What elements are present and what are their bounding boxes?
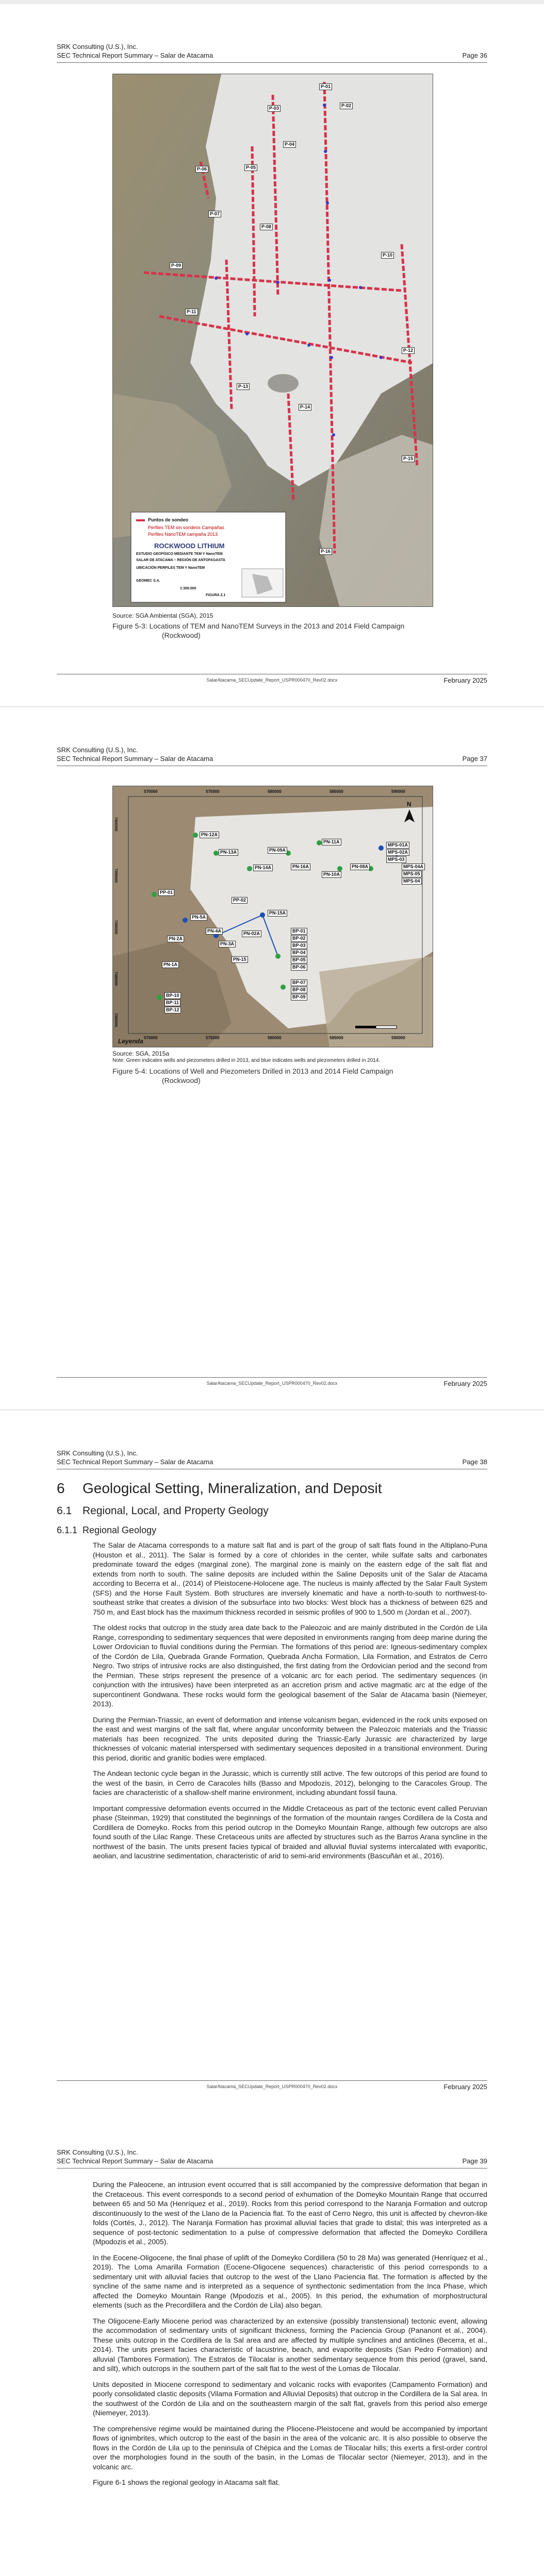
- x-tick-label: 570000: [144, 789, 158, 794]
- page-footer: [57, 1377, 487, 1389]
- section-heading-6-1: 6.1 Regional, Local, and Property Geology: [57, 1505, 269, 1517]
- well-label: BP-07: [291, 979, 307, 986]
- well-label: PN-15: [232, 956, 248, 963]
- well-label: PN-3A: [219, 941, 236, 947]
- profile-label: P-15: [402, 455, 415, 462]
- footer-file: SalarAtacama_SECUpdate_Report_USPR000470_Rev02.docx: [206, 2084, 338, 2089]
- page-number: Page 38: [462, 1458, 487, 1466]
- well-label: BP-12: [164, 1007, 181, 1013]
- well-location-map: [113, 786, 433, 1047]
- caption-line: (Rockwood): [162, 1076, 201, 1084]
- well-label: BP-10: [164, 992, 181, 999]
- regional-geology-text: [93, 1540, 487, 1867]
- figure-5-4-map: [112, 786, 433, 1047]
- x-tick-label: 580000: [268, 1036, 282, 1040]
- company-name: SRK Consulting (U.S.), Inc.: [57, 1449, 138, 1457]
- legend-code: GEOMEC S.A.: [136, 579, 160, 583]
- regional-geology-text-continued: [93, 2180, 487, 2494]
- well-label: MPS-02A: [386, 849, 409, 856]
- well-label: BP-08: [291, 987, 307, 993]
- well-label: BP-02: [291, 935, 307, 942]
- scale-bar: [355, 1026, 397, 1028]
- well-label: BP-05: [291, 957, 307, 963]
- well-label: PN-5A: [190, 914, 207, 921]
- legend-area: SALAR DE ATACAMA – REGIÓN DE ANTOFAGASTA: [136, 558, 225, 562]
- figure-5-4-source: Source: SGA, 2015a: [112, 1050, 170, 1057]
- well-label: MPS-04A: [402, 863, 425, 870]
- well-label: PN-1A: [162, 961, 179, 968]
- page-37: [0, 707, 544, 1409]
- profile-label: P-08: [260, 224, 273, 230]
- y-tick-label: 7390000: [114, 920, 118, 935]
- page-number: Page 37: [462, 755, 487, 762]
- well-marker: [260, 912, 265, 918]
- page-number: Page 39: [462, 2157, 487, 2165]
- x-tick-label: 575000: [206, 1036, 220, 1040]
- x-tick-label: 570000: [144, 1036, 158, 1040]
- profile-label: P-04: [283, 141, 296, 148]
- paragraph: During the Permian-Triassic, an event of deformation and intense volcanism began, evidenced in the rock units exposed on the east and west margins of the salt flat, where angular unconformity between the Paleozoic materials and the Triassic materials has been recognized. The units deposited during the Triassic-Early Jurassic are characterized by large thicknesses of volcanic material interspersed with sedimentary sequences deposited in a transitional environment. During this period, dioritic and granitic bodies were emplaced.: [93, 1715, 487, 1762]
- legend-item-tem: Perfiles TEM sin sondeos Campañas: [148, 525, 224, 530]
- paragraph: The Andean tectonic cycle began in the Jurassic, which is currently still active. The few outcrops of this period are found to the west of the basin, in Cerro de Caracoles hills (Basso and Mpodozis, 2012), belonging to the Caracoles Group. The facies are characteristic of a shallow-shelf marine environment, including abundant fossil fauna.: [93, 1769, 487, 1797]
- well-marker: [378, 845, 384, 851]
- page-header: [57, 42, 487, 63]
- well-marker: [247, 866, 252, 871]
- caption-line: Figure 5-4: Locations of Well and Piezometers Drilled in 2013 and 2014 Field Campaign: [112, 1067, 393, 1075]
- report-title: SEC Technical Report Summary – Salar de Atacama: [57, 2157, 213, 2165]
- well-label: PN-09A: [268, 847, 287, 854]
- well-label: PP-02: [232, 897, 248, 904]
- y-tick-label: 7380000: [114, 1013, 118, 1027]
- company-name: SRK Consulting (U.S.), Inc.: [57, 43, 138, 50]
- well-label: PN-15A: [268, 910, 287, 917]
- x-tick-label: 585000: [329, 1036, 343, 1040]
- well-label: PN-02A: [242, 930, 261, 937]
- profile-label: P-01: [319, 83, 332, 90]
- profile-label: P-09: [170, 262, 183, 269]
- well-marker: [183, 918, 188, 923]
- paragraph: The comprehensive regime would be maintained during the Pliocene-Pleistocene and would be accompanied by important flows of ignimbrites, which outcrop to the east of the basin in the area of the volcanic arc. It is also possible to observe the flows in the Cordón de Lila up to the peninsula of Chépica and the Lomas de Tilocalar hills; this exerts a first-order control over the morphologies found in the south of the basin, in the Lomas de Tilocalar sector (Niemeyer, 2013), and in the volcanic arc.: [93, 2424, 487, 2471]
- salar-lagoon: [268, 374, 299, 393]
- well-label: BP-06: [291, 964, 307, 971]
- profile-label: P-05: [244, 164, 257, 171]
- figure-5-3-caption: [112, 621, 473, 640]
- x-tick-label: 585000: [329, 789, 343, 794]
- profile-label: P-11: [185, 309, 198, 315]
- legend-sheet: FIGURA 2.1: [206, 594, 226, 597]
- profile-label: P-07: [208, 211, 221, 217]
- well-label: BP-03: [291, 942, 307, 949]
- well-label: MPS-04: [402, 878, 422, 885]
- well-marker: [337, 866, 342, 871]
- report-title: SEC Technical Report Summary – Salar de Atacama: [57, 52, 213, 59]
- well-label: MPS-05: [402, 871, 422, 877]
- page-header: [57, 2148, 487, 2168]
- well-marker: [281, 985, 286, 990]
- well-label: PN-08A: [350, 863, 370, 870]
- paragraph: During the Paleocene, an intrusion event occurred that is still accompanied by the compressive deformation that began in the Cretaceous. This event corresponds to a second period of exhumation of the Domeyko Mountain Range that occurred between 65 and 50 Ma (Henríquez et al., 2019). Rocks from this period correspond to the Naranja Formation and outcrop discontinuously to the west of the Llano de la Paciencia flat. To the east of Cerro Negro, this unit is affected by chevron-like folds (Cortés, J., 2012). The Naranja Formation has proximal alluvial facies that grade to distal; this was interpreted as a sequence of post-tectonic sedimentation to a pulse of compressive deformation that affected the Domeyko Cordillera (Mpodozis et al., 2005).: [93, 2180, 487, 2246]
- page-39: [0, 2110, 544, 2576]
- well-label: PP-01: [158, 889, 174, 896]
- well-label: MPS-01A: [386, 842, 409, 849]
- x-tick-label: 590000: [391, 1036, 405, 1040]
- profile-label: P-16: [319, 548, 332, 555]
- report-title: SEC Technical Report Summary – Salar de Atacama: [57, 755, 213, 762]
- legend-company: ROCKWOOD LITHIUM: [154, 542, 225, 550]
- x-tick-label: 580000: [268, 789, 282, 794]
- page-header: [57, 1449, 487, 1469]
- well-label: PN-16A: [291, 863, 310, 870]
- y-tick-label: 7400000: [114, 817, 118, 832]
- section-heading-6-1-1: 6.1.1 Regional Geology: [57, 1525, 157, 1535]
- well-label: BP-11: [164, 999, 180, 1006]
- paragraph: Figure 6-1 shows the regional geology in Atacama salt flat.: [93, 2478, 280, 2486]
- y-tick-label: 7395000: [114, 869, 118, 883]
- legend-title: Leyenda: [118, 1038, 143, 1045]
- legend-scale: 1:300.000: [180, 587, 196, 590]
- legend-item-nanotem: Perfiles NanoTEM campaña 2013: [148, 532, 218, 537]
- legend-item-points: Puntos de sondeo: [148, 517, 189, 522]
- well-marker: [275, 954, 281, 959]
- page-38: [0, 1411, 544, 2112]
- paragraph: Units deposited in Miocene correspond to sedimentary and volcanic rocks with evaporites (Campamento Formation) and poorly consolidated clastic deposits (Vilama Formation and Alluvial Deposits) that outcrop in the Cordillera de la Sal area. In the southwest of the Cordón de Lila and on the southeastern margin of the salt flat, gravels from this period also emerge (Niemeyer, 2013).: [93, 2380, 487, 2417]
- footer-date: February 2025: [443, 676, 487, 684]
- profile-label: P-10: [381, 252, 394, 259]
- well-label: PN-14A: [253, 865, 273, 871]
- profile-label: P-02: [340, 103, 353, 109]
- page-footer: [57, 674, 487, 686]
- well-label: BP-04: [291, 950, 307, 956]
- company-name: SRK Consulting (U.S.), Inc.: [57, 2148, 138, 2156]
- paragraph: In the Eocene-Oligocene, the final phase of uplift of the Domeyko Cordillera (50 to 28 Ma) was generated (Henríquez et al., 2019). The Loma Amarilla Formation (Eocene-Oligocene sequences) characteristic of this period corresponds to a sedimentary unit with alluvial facies that outcrop to the west of the Llano Paciencia flat. The formation is affected by the syncline of the same name and is interpreted as a sequence of synthectonic sedimentation from the Inca Phase, which affected the Domeyko Mountain Range (Mpodozis et al., 2005). In this period, the exhumation of morphostructural elements (such as the Precordillera and the Cordón de Lila) also began.: [93, 2253, 487, 2309]
- paragraph: The Salar de Atacama corresponds to a mature salt flat and is part of the group of salt flats found in the Altiplano-Puna (Houston et al., 2011). The Salar is formed by a core of chlorides in the center, while sulfate salts and carbonates predominate toward the edges (marginal zone). The marginal zone is mainly on the eastern edge of the salt flat and extends from north to south. The saline deposits are included within the Saline Deposits unit of the Salar de Atacama according to Becerra et al., (2014) of Pleistocene-Holocene age. The nucleus is mainly affected by the Salar Fault System (SFS) and the Horse Fault System. Both structures are inversely kinematic and have a north-to-south to northwest-to-southeast strike that creates a division of the subsurface into two blocks: West block has a thickness of between 625 and 750 m, and East block has the maximum thickness recorded in seismic profiles of 900 to 1,500 m (Jordan et al., 2007).: [93, 1541, 487, 1616]
- well-label: PN-13A: [219, 849, 238, 856]
- well-marker: [157, 995, 162, 1000]
- profile-label: P-03: [268, 105, 281, 112]
- well-marker: [193, 833, 198, 838]
- page-36: [0, 4, 544, 706]
- page-footer: [57, 2080, 487, 2093]
- well-label: BP-01: [291, 928, 307, 935]
- x-tick-label: 590000: [391, 789, 405, 794]
- paragraph: Important compressive deformation events occurred in the Middle Cretaceous as part of the tectonic event called Peruvian phase (Steinman, 1929) that constituted the beginnings of the formation of the mountain ranges Cordillera de la Costa and Cordillera de Domeyko. Rocks from this period outcrop in the Domeyko Mountain Range, although few outcrops are also found south of the Lilac Range. These Cretaceous units are affected by structures such as the Barros Arana syncline in the northwest of the basin. The units present facies typical of braided and alluvial fluvial systems intercalated with evaporitic, aeolian, and lacustrine sedimentation, characteristic of arid to semi-arid environments (Bascuñán et al., 2016).: [93, 1804, 487, 1860]
- well-marker: [213, 851, 219, 856]
- report-title: SEC Technical Report Summary – Salar de Atacama: [57, 1458, 213, 1466]
- profile-label: P-06: [195, 166, 208, 173]
- north-label: N: [407, 801, 411, 808]
- well-marker: [152, 892, 157, 897]
- legend-plate: UBICACIÓN PERFILES TEM Y NanoTEM: [136, 566, 205, 570]
- page-number: Page 36: [462, 52, 487, 59]
- well-marker: [317, 840, 322, 845]
- legend-study: ESTUDIO GEOFÍSICO MEDIANTE TEM Y NanoTEM: [136, 552, 223, 556]
- company-name: SRK Consulting (U.S.), Inc.: [57, 746, 138, 754]
- well-label: PN-4A: [206, 928, 223, 935]
- well-label: PN-12A: [200, 832, 219, 838]
- profile-label: P-14: [299, 404, 311, 411]
- profile-label: P-13: [237, 383, 250, 390]
- figure-5-3-source: Source: SGA Ambiental (SGA), 2015: [112, 612, 213, 619]
- figure-5-3-map: [112, 74, 433, 607]
- footer-date: February 2025: [443, 2083, 487, 2091]
- profile-label: P-12: [402, 347, 415, 354]
- footer-date: February 2025: [443, 1380, 487, 1387]
- well-label: PN-10A: [322, 871, 341, 878]
- well-label: MPS-03: [386, 856, 406, 863]
- y-tick-label: 7385000: [114, 972, 118, 986]
- figure-5-4-caption: [112, 1066, 473, 1085]
- section-heading-6: 6 Geological Setting, Mineralization, and Deposit: [57, 1480, 382, 1496]
- x-tick-label: 575000: [206, 789, 220, 794]
- caption-line: Figure 5-3: Locations of TEM and NanoTEM Surveys in the 2013 and 2014 Field Campaign: [112, 622, 405, 630]
- caption-line: (Rockwood): [162, 631, 201, 639]
- figure-5-4-note: Note: Green indicates wells and piezometers drilled in 2013, and blue indicates wells and piezometers drilled in 2014.: [112, 1058, 381, 1063]
- footer-file: SalarAtacama_SECUpdate_Report_USPR000470_Rev02.docx: [206, 1381, 338, 1386]
- well-label: PN-11A: [322, 839, 341, 845]
- footer-file: SalarAtacama_SECUpdate_Report_USPR000470_Rev02.docx: [206, 677, 338, 683]
- well-label: BP-09: [291, 994, 307, 1001]
- paragraph: The oldest rocks that outcrop in the study area date back to the Paleozoic and are mainly distributed in the Cordón de Lila Range, corresponding to sedimentary sequences that were deposited in environments ranging from deep marine during the Lower Ordovician to fluvial conditions during the Permian. The formations of this period are: Igneous-sedimentary complex of the Cordón de Lila, Quebrada Grande Formation, Quebrada Ancha Formation, Lila Formation, and Estratos de Cerro Negro. Two strips of intrusive rocks are also distinguished, the first dating from the Ordovician period and the second from the Permian. These strips represent the presence of a volcanic arc for each period. The sedimentary sequences (in conjunction with the intrusives) have been interpreted as an accretion prism and active magmatic arc at the edge of the supercontinent Gondwana. These rocks would form the geological basement of the Salar de Atacama basin (Niemeyer, 2013).: [93, 1623, 487, 1708]
- page-header: [57, 745, 487, 766]
- paragraph: The Oligocene-Early Miocene period was characterized by an extensive (possibly transtensional) tectonic event, allowing the accommodation of sedimentary units of significant thickness, forming the Paciencia Group (Pananont et al., 2004). These units outcrop in the Cordillera de la Sal area and are affected by multiple synclines and anticlines (Becerra, et al., 2014). The units present facies characteristic of lacustrine, beach, and evaporite deposits (San Pedro Formation) and alluvial (Tambores Formation). The Estratos de Tilocalar is another sedimentary sequence from this period (gravel, sand, and silt), which outcrops in the southern part of the salt flat to the west of the Lomas de Tilocalar.: [93, 2316, 487, 2372]
- well-label: PN-2A: [167, 936, 184, 942]
